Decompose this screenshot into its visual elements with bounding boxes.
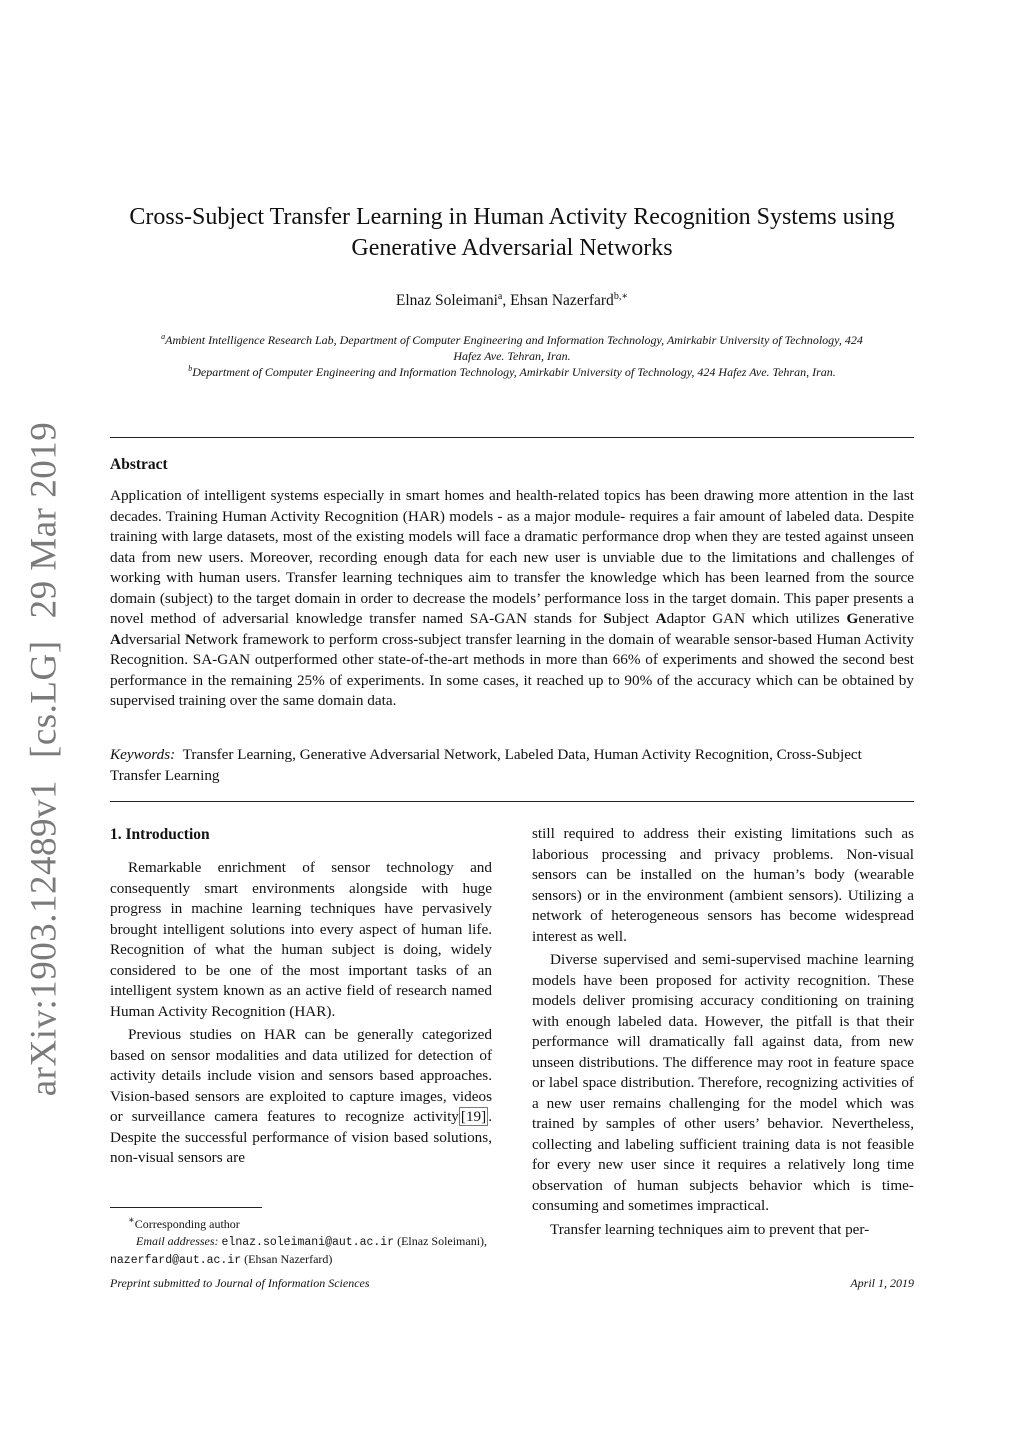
paragraph: Diverse supervised and semi-supervised machine learning models have been proposed for activity recognition. These models deliver promising accuracy conditioning on training with enough labeled data. However, the pitfall is that their performance will dramatically fall against data, from new unseen distributions. The difference may root in feature space or label space distribution. Therefore, recognizing activities of a new user remains challenging for the model which was trained by samples of other users’ behavior. Nevertheless, collecting and labeling sufficient training data is not feasible for every new user since it requires a relatively long time observation of human subjects behavior which is time-consuming and sometimes impractical.: [532, 951, 914, 1214]
abstract-bottom-rule: [110, 801, 914, 802]
author-list: [110, 291, 914, 310]
author-2: Ehsan Nazerfard: [510, 292, 614, 310]
affiliation-a: [110, 329, 914, 364]
affiliation-a-marker: a: [161, 332, 166, 341]
author-1-affil-marker: a: [497, 291, 503, 302]
abstract-text-5: dversarial: [120, 630, 185, 648]
email-link[interactable]: elnaz.soleimani@aut.ac.ir: [221, 1236, 395, 1249]
abstract-text-6: etwork framework to perform cross-subject transfer learning in the domain of wearable sensor-based Human Activity Recognition. SA-GAN outperformed other state-of-the-art methods in more than 66% of experiments and showed the second best performance in the remaining 25% of experiments. In some cases, it reached up to 90% of the accuracy which can be obtained by supervised training over the same domain data.: [110, 630, 914, 709]
footer-journal: Preprint submitted to Journal of Information Sciences: [110, 1276, 370, 1290]
abstract-text-1: Application of intelligent systems especially in smart homes and health-related topics has been drawing more attention in the last decades. Training Human Activity Recognition (HAR) models - as a major module- requires a fair amount of labeled data. Despite training with large datasets, most of the existing models will face a dramatic performance drop when they are tested against unseen data from new users. Moreover, recording enough data for each new user is unviable due to the limitations and challenges of working with human users. Transfer learning techniques aim to transfer the knowledge which has been learned from the source domain (subject) to the target domain in order to decrease the models’ performance loss in the target domain. This paper presents a novel method of adversarial knowledge transfer named SA-GAN stands for: [110, 487, 914, 627]
arxiv-id: arXiv:1903.12489v1: [23, 779, 65, 1097]
arxiv-watermark: [23, 400, 66, 1096]
paragraph-text: . Despite the successful performance of vision based solutions, non-visual sensors are: [110, 1108, 492, 1166]
arxiv-date: 29 Mar 2019: [23, 421, 65, 619]
footer-date: April 1, 2019: [850, 1276, 914, 1290]
abstract-body: [110, 486, 914, 712]
abstract-heading: Abstract: [110, 456, 168, 473]
footnote-corresponding-text: Corresponding author: [134, 1217, 240, 1231]
email-owner: (Ehsan Nazerfard): [244, 1252, 333, 1266]
affiliation-b-marker: b: [188, 364, 193, 373]
footnote-marker: ∗: [128, 1215, 135, 1226]
paragraph: Remarkable enrichment of sensor technology and consequently smart environments alongside with huge progress in machine learning techniques have pervasively brought intelligent solutions into every aspect of human life. Recognition of what the human subject is doing, widely considered to be one of the most important tasks of an intelligent system known as an active field of research named Human Activity Recognition (HAR).: [110, 859, 492, 1020]
abstract-top-rule: [110, 437, 914, 438]
arxiv-category: [cs.LG]: [23, 640, 65, 758]
keywords-text: Transfer Learning, Generative Adversarial Network, Labeled Data, Human Activity Recognition, Cross-Subject Transfer Learning: [110, 746, 862, 784]
email-owner: (Elnaz Soleimani),: [397, 1234, 488, 1248]
affiliation-b: [110, 361, 914, 380]
acronym-letter: G: [846, 610, 859, 627]
footnote: [110, 1212, 492, 1269]
email-label: Email addresses:: [136, 1234, 219, 1248]
affiliation-a-line-2: Hafez Ave. Tehran, Iran.: [453, 349, 571, 363]
title-line-1: Cross-Subject Transfer Learning in Human Activity Recognition Systems using: [129, 204, 895, 230]
footnote-emails: [110, 1233, 492, 1269]
paragraph: Transfer learning techniques aim to prevent that per-: [550, 1220, 870, 1238]
abstract-text-4: enerative: [858, 610, 914, 627]
paragraph-text: Previous studies on HAR can be generally categorized based on sensor modalities and data utilized for detection of activity details include vision and sensors based approaches. Vision-based sensors are exploited to capture images, videos or surveillance camera features to recognize activity: [110, 1026, 492, 1125]
paper-title: [110, 202, 914, 264]
keywords-label: Keywords:: [110, 746, 176, 763]
email-link[interactable]: nazerfard@aut.ac.ir: [110, 1254, 242, 1267]
affiliation-a-line-1: Ambient Intelligence Research Lab, Department of Computer Engineering and Information Technology, Amirkabir University of Technology, 424: [165, 333, 863, 347]
keywords: [110, 745, 914, 786]
footnote-corresponding: [110, 1212, 492, 1233]
paragraph: [110, 1025, 492, 1169]
affiliation-b-line-1: Department of Computer Engineering and Information Technology, Amirkabir University of Technology, 424 Hafez Ave. Tehran, Iran.: [192, 365, 836, 379]
author-1: Elnaz Soleimani: [395, 292, 498, 310]
author-2-affil-marker: b,∗: [613, 291, 629, 302]
acronym-letter: S: [603, 610, 612, 627]
right-column: [532, 824, 914, 1243]
author-separator: ,: [502, 292, 511, 310]
acronym-letter: N: [184, 630, 196, 648]
title-line-2: Generative Adversarial Networks: [351, 235, 673, 261]
left-column: [110, 858, 492, 1172]
section-heading: 1. Introduction: [110, 826, 210, 843]
paragraph: still required to address their existing limitations such as laborious processing and privacy problems. Non-visual sensors can be installed on the human’s body (wearable sensors) or in the environment (ambient sensors). Utilizing a network of heterogeneous sensors has become widespread interest as well.: [532, 825, 914, 945]
abstract-text-3: daptor GAN which utilizes: [666, 610, 847, 627]
footnote-rule: [110, 1207, 262, 1208]
citation-link[interactable]: [19]: [460, 1108, 487, 1125]
abstract-text-2: ubject: [611, 610, 656, 627]
acronym-letter: A: [110, 630, 121, 648]
acronym-letter: A: [655, 610, 667, 627]
